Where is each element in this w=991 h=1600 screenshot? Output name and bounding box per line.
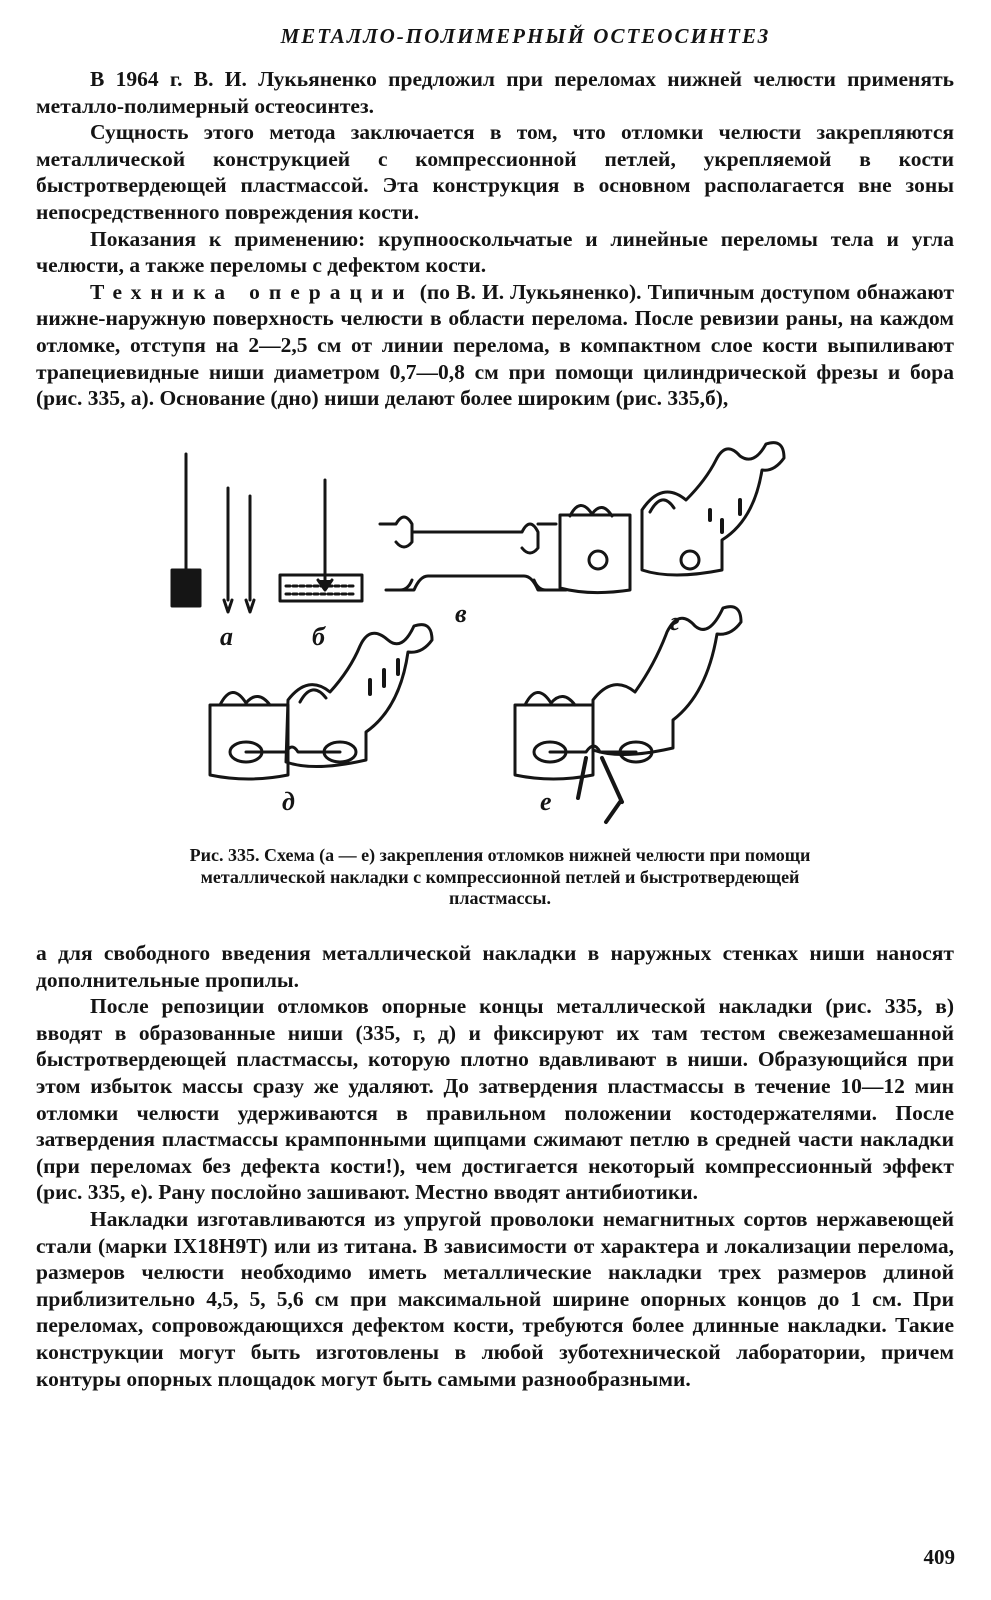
- continuation-text: [36, 940, 954, 1392]
- technique-text: (по В. И. Лукьяненко). Типичным доступом обнажают нижне-наружную поверхность челюсти в области перелома. После ревизии раны, на каждом отломке, отступя на 2—2,5 см от линии перелома, в компактном слое кости выпиливают трапециевидные ниши диаметром 0,7—0,8 см при помощи цилиндрической фрезы и бора (рис. 335, а). Основание (дно) ниши делают более широким (рис. 335,б),: [36, 279, 955, 411]
- paragraph: Сущность этого метода заключается в том, что отломки челюсти закрепляются металлической конструкцией с компрессионной петлей, укрепляемой в кости быстротвердеющей пластмассой. Эта конструкция в основном располагается вне зоны непосредственного повреждения кости.: [36, 120, 954, 224]
- figure-335: [150, 440, 850, 840]
- label-b: б: [312, 622, 325, 651]
- figure-caption: Рис. 335. Схема (а — е) закрепления отломков нижней челюсти при помощи металлической накладки с компрессионной петлей и быстротвердеющей пластмассы.: [189, 845, 811, 908]
- page-number: 409: [923, 1545, 955, 1569]
- section-heading: МЕТАЛЛО-ПОЛИМЕРНЫЙ ОСТЕОСИНТЕЗ: [280, 24, 771, 48]
- paragraph-technique: [36, 279, 954, 412]
- label-g: г: [670, 607, 680, 636]
- label-a: а: [220, 622, 233, 651]
- label-d: д: [282, 787, 295, 816]
- paragraph: Показания к применению: крупнооскольчатые и линейные переломы тела и угла челюсти, а также переломы с дефектом кости.: [36, 226, 954, 278]
- niche-drawing: [280, 480, 362, 601]
- label-e: е: [540, 787, 552, 816]
- figure-drawing: [150, 440, 850, 840]
- paragraph: а для свободного введения металлической накладки в наружных стенках ниши наносят дополнительные пропилы.: [36, 941, 954, 992]
- jaw-fragments-drawing: [560, 443, 784, 593]
- intro-text: [36, 66, 954, 412]
- metal-plate-drawing: [380, 517, 566, 590]
- paragraph: В 1964 г. В. И. Лукьяненко предложил при переломах нижней челюсти применять металло-полимерный остеосинтез.: [36, 67, 954, 118]
- label-v: в: [455, 599, 467, 628]
- paragraph: Накладки изготавливаются из упругой проволоки немагнитных сортов нержавеющей стали (марки IХ18Н9Т) или из титана. В зависимости от характера и локализации перелома, размеров челюсти необходимо иметь металлические накладки трех размеров длиной приблизительно 4,5, 5, 5,6 см при максимальной ширине опорных концов до 1 см. При переломах, сопровождающихся дефектом кости, требуются более длинные накладки. Такие конструкции могут быть изготовлены в любой зуботехнической лаборатории, причем контуры опорных площадок могут быть самыми разнообразными.: [36, 1206, 954, 1391]
- technique-label: Техника операции: [90, 279, 414, 304]
- burs-drawing: [172, 454, 254, 612]
- paragraph: После репозиции отломков опорные концы металлической накладки (рис. 335, в) вводят в образованные ниши (335, г, д) и фиксируют их там тестом свежезамешанной быстротвердеющей пластмассы, которую плотно вдавливают в ниши. Образующийся при этом избыток массы сразу же удаляют. До затвердения пластмассы в течение 10—12 мин отломки челюсти удерживаются в правильном положении костодержателями. После затвердения пластмассы крампонными щипцами сжимают петлю в средней части накладки (при переломах без дефекта кости!), чем достигается некоторый компрессионный эффект (рис. 335, е). Рану послойно зашивают. Местно вводят антибиотики.: [36, 994, 954, 1205]
